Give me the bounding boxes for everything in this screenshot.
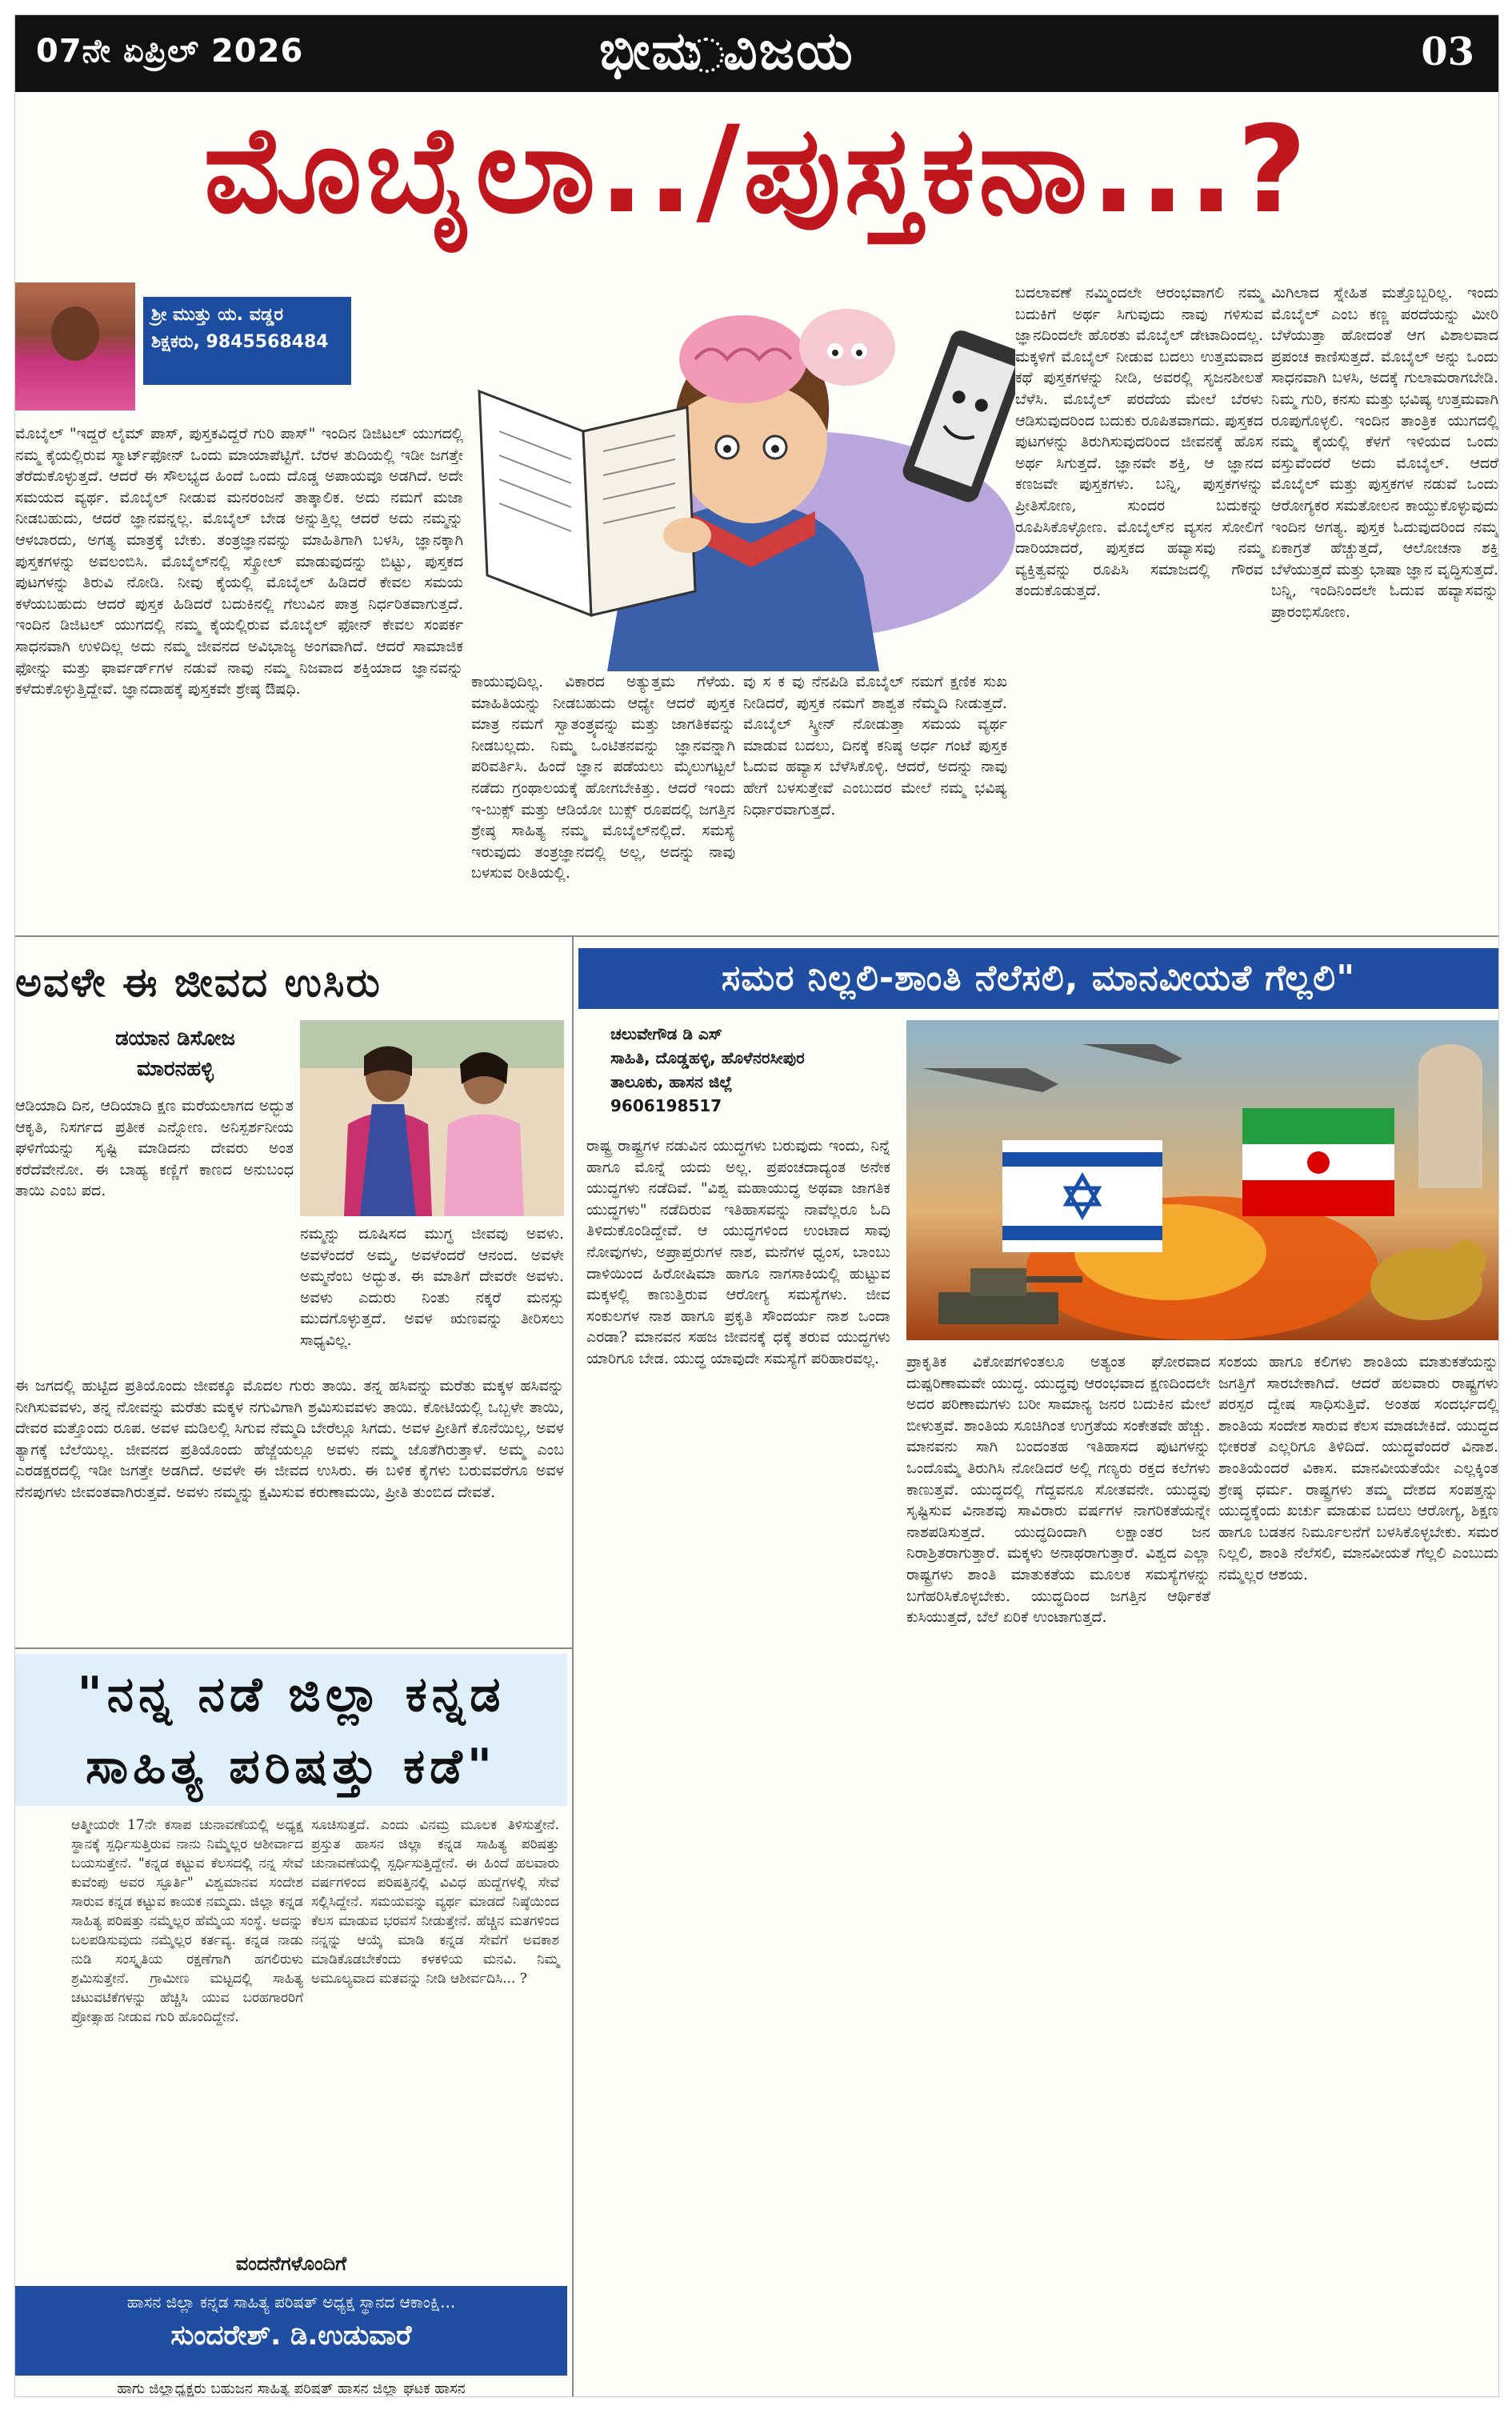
- mother-article: [15, 943, 567, 1647]
- article-column-3: ವು ಸ ಕ ವು ನೆನಪಿಡಿ ಮೊಬೈಲ್ ನಮಗೆ ಕ್ಷಣಿಕ ಸುಖ ನೀಡಿದರೆ, ಪುಸ್ತಕ ನಮಗೆ ಶಾಶ್ವತ ನೆಮ್ಮದಿ ನೀಡುತ್ತದೆ. ಮೊಬೈಲ್ ಸ್ಕ್ರೀನ್ ನೋಡುತ್ತಾ ಸಮಯ ವ್ಯರ್ಥ ಮಾಡುವ ಬದಲು, ದಿನಕ್ಕೆ ಕನಿಷ್ಠ ಅರ್ಧ ಗಂಟೆ ಪುಸ್ತಕ ಓದುವ ಹವ್ಯಾಸ ಬೆಳೆಸಿಕೊಳ್ಳಿ. ಆದರೆ, ಅದನ್ನು ನಾವು ಹೇಗೆ ಬಳಸುತ್ತೇವೆ ಎಂಬುದರ ಮೇಲೆ ನಮ್ಮ ಭವಿಷ್ಯ ನಿರ್ಧಾರವಾಗುತ್ತದೆ.: [743, 673, 1007, 819]
- article-column-1: ಮೊಬೈಲ್ "ಇದ್ದರೆ ಲೈಮ್ ಪಾಸ್, ಪುಸ್ತಕವಿದ್ದರೆ ಗುರಿ ಪಾಸ್" ಇಂದಿನ ಡಿಜಿಟಲ್ ಯುಗದಲ್ಲಿ ನಮ್ಮ ಕೈಯಲ್ಲಿರುವ ಸ್ಮಾರ್ಟ್‌ಫೋನ್ ಒಂದು ಮಾಯಾಪೆಟ್ಟಿಗೆ. ಬೆರಳ ತುದಿಯಲ್ಲಿ ಇಡೀ ಜಗತ್ತೇ ತೆರೆದುಕೊಳ್ಳುತ್ತದೆ. ಆದರೆ ಈ ಸೌಲಭ್ಯದ ಹಿಂದೆ ಒಂದು ದೊಡ್ಡ ಅಪಾಯವೂ ಅಡಗಿದೆ. ಅದೇ ಸಮಯದ ವ್ಯರ್ಥ. ಮೊಬೈಲ್ ನೀಡುವ ಮನರಂಜನೆ ತಾತ್ಕಾಲಿಕ. ಅದು ನಮಗೆ ಮಜಾ ನೀಡಬಹುದು, ಆದರೆ ಜ್ಞಾನವನ್ನಲ್ಲ. ಮೊಬೈಲ್ ಬೇಡ ಅನ್ನುತ್ತಿಲ್ಲ ಆದರೆ ಅದು ನಮ್ಮನ್ನು ಆಳಬಾರದು, ಅಗತ್ಯ ಮಾತ್ರಕ್ಕೆ ಬೇಕು. ತಂತ್ರಜ್ಞಾನವನ್ನು ಮಾಹಿತಿಗಾಗಿ ಬಳಸಿ, ಜ್ಞಾನಕ್ಕಾಗಿ ಪುಸ್ತಕಗಳನ್ನು ಅವಲಂಬಿಸಿ. ಮೊಬೈಲ್‌ನಲ್ಲಿ ಸ್ಕ್ರೋಲ್ ಮಾಡುವುದನ್ನು ಬಿಟ್ಟು, ಪುಸ್ತಕದ ಪುಟಗಳನ್ನು ತಿರುವಿ ನೋಡಿ. ನೀವು ಕೈಯಲ್ಲಿ ಮೊಬೈಲ್ ಹಿಡಿದರೆ ಕೇವಲ ಸಮಯ ಕಳೆಯಬಹುದು ಆದರೆ ಪುಸ್ತಕ ಹಿಡಿದರೆ ಬದುಕಿನಲ್ಲಿ ಗೆಲುವಿನ ಪಾತ್ರ ನಿರ್ಧರಿತವಾಗುತ್ತದೆ. ಇಂದಿನ ಡಿಜಿಟಲ್ ಯುಗದಲ್ಲಿ ನಮ್ಮ ಕೈಯಲ್ಲಿರುವ ಮೊಬೈಲ್ ಫೋನ್ ಕೇವಲ ಸಂಪರ್ಕ ಸಾಧನವಾಗಿ ಉಳಿದಿಲ್ಲ ಅದು ನಮ್ಮ ಜೀವನದ ಅವಿಭಾಜ್ಯ ಅಂಗವಾಗಿದೆ. ಆದರೆ ಸಾಮಾಜಿಕ ಫೋನ್ನು ಮತ್ತು ಫಾರ್ವರ್ಡ್‌ಗಳ ನಡುವೆ ನಾವು ನಮ್ಮ ನಿಜವಾದ ಶಕ್ತಿಯಾದ ಜ್ಞಾನವನ್ನು ಕಳೆದುಕೊಳ್ಳುತ್ತಿದ್ದೇವೆ. ಜ್ಞಾನದಾಹಕ್ಕೆ ಪುಸ್ತಕವೇ ಶ್ರೇಷ್ಠ ಔಷಧಿ.: [15, 425, 463, 699]
- candidate-name: ಸುಂದರೇಶ್. ಡಿ.ಉಡುವಾರೆ: [170, 2320, 412, 2352]
- author-detail: ಸಾಹಿತಿ, ದೊಡ್ಡಹಳ್ಳಿ, ಹೊಳೆನರಸೀಪುರ: [610, 1048, 805, 1067]
- author-byline: [143, 297, 351, 385]
- author-role-phone: ಶಿಕ್ಷಕರು, 9845568484: [151, 332, 329, 352]
- article-column-1: ಆತ್ಮೀಯರೇ 17ನೇ ಕಸಾಪ ಚುನಾವಣೆಯಲ್ಲಿ ಅಧ್ಯಕ್ಷ ಸ್ಥಾನಕ್ಕೆ ಸ್ಪರ್ಧಿಸುತ್ತಿರುವ ನಾನು ನಿಮ್ಮೆಲ್ಲರ ಆಶೀರ್ವಾದ ಬಯಸುತ್ತೇನೆ. "ಕನ್ನಡ ಕಟ್ಟುವ ಕೆಲಸದಲ್ಲಿ ನನ್ನ ಸೇವೆ ಕುವೆಂಪು ಅವರ ಸ್ಫೂರ್ತಿ" ವಿಶ್ವಮಾನವ ಸಂದೇಶ ಸಾರುವ ಕನ್ನಡ ಕಟ್ಟುವ ಕಾಯಕ ನಮ್ಮದು. ಜಿಲ್ಲಾ ಕನ್ನಡ ಸಾಹಿತ್ಯ ಪರಿಷತ್ತು ನಮ್ಮೆಲ್ಲರ ಹೆಮ್ಮೆಯ ಸಂಸ್ಥೆ. ಅದನ್ನು ಬಲಪಡಿಸುವುದು ನಮ್ಮೆಲ್ಲರ ಕರ್ತವ್ಯ. ಕನ್ನಡ ನಾಡು ನುಡಿ ಸಂಸ್ಕೃತಿಯ ರಕ್ಷಣೆಗಾಗಿ ಹಗಲಿರುಳು ಶ್ರಮಿಸುತ್ತೇನೆ. ಗ್ರಾಮೀಣ ಮಟ್ಟದಲ್ಲಿ ಸಾಹಿತ್ಯ ಚಟುವಟಿಕೆಗಳನ್ನು ಹೆಚ್ಚಿಸಿ ಯುವ ಬರಹಗಾರರಿಗೆ ಪ್ರೋತ್ಸಾಹ ನೀಡುವ ಗುರಿ ಹೊಂದಿದ್ದೇನೆ.: [71, 1817, 303, 2025]
- article-column-1: ರಾಷ್ಟ್ರ ರಾಷ್ಟ್ರಗಳ ನಡುವಿನ ಯುದ್ಧಗಳು ಬರುವುದು ಇಂದು, ನಿನ್ನೆ ಹಾಗೂ ಮೊನ್ನೆ ಯದು ಅಲ್ಲ. ಪ್ರಪಂಚದಾದ್ಯಂತ ಅನೇಕ ಯುದ್ಧಗಳು ನಡೆದಿವೆ. "ವಿಶ್ವ ಮಹಾಯುದ್ಧ ಅಥವಾ ಜಾಗತಿಕ ಯುದ್ಧಗಳು" ನಡೆದಿರುವ ಇತಿಹಾಸವನ್ನು ನಾವೆಲ್ಲರೂ ಓದಿ ತಿಳಿದುಕೊಂಡಿದ್ದೇವೆ. ಆ ಯುದ್ಧಗಳಿಂದ ಉಂಟಾದ ಸಾವು ನೋವುಗಳು, ಅಪ್ರಾಪ್ತರುಗಳ ನಾಶ, ಮನೆಗಳ ಧ್ವಂಸ, ಬಾಂಬು ದಾಳಿಯಿಂದ ಹಿರೋಷಿಮಾ ಹಾಗೂ ನಾಗಸಾಕಿಯಲ್ಲಿ ಹುಟ್ಟುವ ಮಕ್ಕಳಲ್ಲಿ ಕಾಣುತ್ತಿರುವ ಆರೋಗ್ಯ ಸಮಸ್ಯೆಗಳು. ಜೀವ ಸಂಕುಲಗಳ ನಾಶ ಹಾಗೂ ಪ್ರಕೃತಿ ಸೌಂದರ್ಯ ನಾಶ ಒಂದಾ ಎರಡಾ? ಮಾನವನ ಸಹಜ ಜೀವನಕ್ಕೆ ಧಕ್ಕೆ ತರುವ ಯುದ್ಧಗಳು ಯಾರಿಗೂ ಬೇಡ. ಯುದ್ಧ ಯಾವುದೇ ಸಮಸ್ಯೆಗೆ ಪರಿಹಾರವಲ್ಲ.: [586, 1137, 890, 1367]
- author-detail: ತಾಲೂಕು, ಹಾಸನ ಜಿಲ್ಲೆ: [610, 1072, 733, 1091]
- issue-date: 07ನೇ ಏಪ್ರಿಲ್ 2026: [36, 33, 304, 70]
- article-column-2: ಕಾಯುವುದಿಲ್ಲ. ವಿಕಾರದ ಅತ್ಯುತ್ತಮ ಗೆಳೆಯ. ಮಾಹಿತಿಯನ್ನು ನೀಡಬಹುದು ಆಧ್ಯೇ ಆದರೆ ಪುಸ್ತಕ ಮಾತ್ರ ನಮಗೆ ಸ್ವಾತಂತ್ರ್ಯವನ್ನು ಮತ್ತು ಜಾಗತಿಕವನ್ನು ನೀಡಬಲ್ಲದು. ನಿಮ್ಮ ಒಂಟಿತನವನ್ನು ಜ್ಞಾನವನ್ನಾಗಿ ಪರಿವರ್ತಿಸಿ. ಹಿಂದೆ ಜ್ಞಾನ ಪಡೆಯಲು ಮೈಲುಗಟ್ಟಲೆ ನಡೆದು ಗ್ರಂಥಾಲಯಕ್ಕೆ ಹೋಗಬೇಕಿತ್ತು. ಆದರೆ ಇಂದು ಇ-ಬುಕ್ಸ್ ಮತ್ತು ಆಡಿಯೋ ಬುಕ್ಸ್ ರೂಪದಲ್ಲಿ ಜಗತ್ತಿನ ಶ್ರೇಷ್ಠ ಸಾಹಿತ್ಯ ನಮ್ಮ ಮೊಬೈಲ್‌ನಲ್ಲಿದೆ. ಸಮಸ್ಯೆ ಇರುವುದು ತಂತ್ರಜ್ಞಾನದಲ್ಲಿ ಅಲ್ಲ, ಅದನ್ನು ನಾವು ಬಳಸುವ ರೀತಿಯಲ್ಲಿ.: [471, 673, 735, 883]
- article-column-3: ಸಂಶಯ ಹಾಗೂ ಕಲಿಗಳು ಶಾಂತಿಯ ಮಾತುಕತೆಯನ್ನು ಜಗತ್ತಿಗೆ ಸಾರಬೇಕಾಗಿದೆ. ಆದರೆ ಹಲವಾರು ರಾಷ್ಟ್ರಗಳು ಪರಸ್ಪರ ದ್ವೇಷ ಸಾಧಿಸುತ್ತಿವೆ. ಅಂತಹ ಸಂದರ್ಭದಲ್ಲಿ ಶಾಂತಿಯ ಸಂದೇಶ ಸಾರುವ ಕೆಲಸ ಮಾಡಬೇಕಿದೆ. ಯುದ್ಧದ ಭೀಕರತೆ ಎಲ್ಲರಿಗೂ ತಿಳಿದಿದೆ. ಯುದ್ಧವೆಂದರೆ ವಿನಾಶ. ಶಾಂತಿಯೆಂದರೆ ವಿಕಾಸ. ಮಾನವೀಯತೆಯೇ ಎಲ್ಲಕ್ಕಿಂತ ಶ್ರೇಷ್ಠ ಧರ್ಮ. ರಾಷ್ಟ್ರಗಳು ತಮ್ಮ ದೇಶದ ಸಂಪತ್ತನ್ನು ಯುದ್ಧಕ್ಕೆಂದು ಖರ್ಚು ಮಾಡುವ ಬದಲು ಆರೋಗ್ಯ, ಶಿಕ್ಷಣ ಹಾಗೂ ಬಡತನ ನಿರ್ಮೂಲನೆಗೆ ಬಳಸಿಕೊಳ್ಳಬೇಕು. ಸಮರ ನಿಲ್ಲಲಿ, ಶಾಂತಿ ನೆಲೆಸಲಿ, ಮಾನವೀಯತೆ ಗೆಲ್ಲಲಿ ಎಂಬುದು ನಮ್ಮೆಲ್ಲರ ಆಶಯ.: [1218, 1353, 1498, 1583]
- candidate-banner: [15, 2286, 567, 2376]
- author-name: ಡಯಾನ ಡಿಸೋಜ: [115, 1027, 235, 1051]
- article-body: ಈ ಜಗದಲ್ಲಿ ಹುಟ್ಟಿದ ಪ್ರತಿಯೊಂದು ಜೀವಕ್ಕೂ ಮೊದಲ ಗುರು ತಾಯಿ. ತನ್ನ ಹಸಿವನ್ನು ಮರೆತು ಮಕ್ಕಳ ಹಸಿವನ್ನು ನೀಗಿಸುವವಳು, ತನ್ನ ನೋವನ್ನು ಮರೆತು ಮಕ್ಕಳ ನಗುವಿಗಾಗಿ ಶ್ರಮಿಸುವವಳು ತಾಯಿ. ಕೋಟಿಯಲ್ಲಿ ಒಬ್ಬಳೇ ತಾಯಿ, ದೇವರ ಮತ್ತೊಂದು ರೂಪ. ಅವಳ ಮಡಿಲಲ್ಲಿ ಸಿಗುವ ನೆಮ್ಮದಿ ಬೇರೆಲ್ಲೂ ಸಿಗದು. ಅವಳ ಪ್ರೀತಿಗೆ ಕೊನೆಯಿಲ್ಲ, ಅವಳ ತ್ಯಾಗಕ್ಕೆ ಬೆಲೆಯಿಲ್ಲ. ಜೀವನದ ಪ್ರತಿಯೊಂದು ಹೆಜ್ಜೆಯಲ್ಲೂ ಅವಳು ನಮ್ಮ ಜೊತೆಗಿರುತ್ತಾಳೆ. ಅಮ್ಮ ಎಂಬ ಎರಡಕ್ಷರದಲ್ಲಿ ಇಡೀ ಜಗತ್ತೇ ಅಡಗಿದೆ. ಅವಳೇ ಈ ಜೀವದ ಉಸಿರು. ಈ ಬಳಿಕ ಕೈಗಳು ಬರುವವರೆಗೂ ಅವಳ ನೆನಪುಗಳು ಜೀವಂತವಾಗಿರುತ್ತವೆ. ಅವಳು ನಮ್ಮನ್ನು ಕ್ಷಮಿಸುವ ಕರುಣಾಮಯಿ, ಪ್ರೀತಿ ತುಂಬಿದ ದೇವತೆ.: [15, 1377, 564, 1501]
- chakra-logo-icon: [689, 38, 724, 73]
- article-title: ಸಮರ ನಿಲ್ಲಲಿ-ಶಾಂತಿ ನೆಲೆಸಲಿ, ಮಾನವೀಯತೆ ಗೆಲ್ಲಲಿ": [578, 948, 1498, 1009]
- article-column-4: ಬದಲಾವಣೆ ನಮ್ಮಿಂದಲೇ ಆರಂಭವಾಗಲಿ ನಮ್ಮ ಬದುಕಿಗೆ ಅರ್ಥ ಸಿಗುವುದು ನಾವು ಗಳಿಸುವ ಜ್ಞಾನದಿಂದಲೇ ಹೊರತು ಮೊಬೈಲ್ ಡೇಟಾದಿಂದಲ್ಲ. ಮಕ್ಕಳಿಗೆ ಮೊಬೈಲ್ ನೀಡುವ ಬದಲು ಉತ್ತಮವಾದ ಕಥೆ ಪುಸ್ತಕಗಳನ್ನು ನೀಡಿ, ಅವರಲ್ಲಿ ಸೃಜನಶೀಲತೆ ಬೆಳೆಸಿ. ಮೊಬೈಲ್ ಪರದೆಯ ಮೇಲೆ ಬೆರಳು ಆಡಿಸುವುದರಿಂದ ಬದುಕು ರೂಪಿತವಾಗದು. ಪುಸ್ತಕದ ಪುಟಗಳನ್ನು ತಿರುಗಿಸುವುದರಿಂದ ಜೀವನಕ್ಕೆ ಹೊಸ ಅರ್ಥ ಸಿಗುತ್ತದೆ. ಜ್ಞಾನವೇ ಶಕ್ತಿ, ಆ ಜ್ಞಾನದ ಕಣಜವೇ ಪುಸ್ತಕಗಳು. ಬನ್ನಿ, ಪುಸ್ತಕಗಳನ್ನು ಪ್ರೀತಿಸೋಣ, ಸುಂದರ ಬದುಕನ್ನು ರೂಪಿಸಿಕೊಳ್ಳೋಣ. ಮೊಬೈಲ್‌ನ ವ್ಯಸನ ಸೋಲಿಗೆ ದಾರಿಯಾದರೆ, ಪುಸ್ತಕದ ಹವ್ಯಾಸವು ನಮ್ಮ ವ್ಯಕ್ತಿತ್ವವನ್ನು ರೂಪಿಸಿ ಸಮಾಜದಲ್ಲಿ ಗೌರವ ತಂದುಕೊಡುತ್ತದೆ.: [1015, 284, 1263, 600]
- kannada-sahitya-parishat-article: [15, 1647, 567, 2396]
- author-block: [15, 282, 351, 410]
- section-divider: [15, 935, 1498, 937]
- author-name: ಚಲುವೇಗೌಡ ಡಿ ಎಸ್: [610, 1024, 722, 1043]
- masthead: [15, 15, 1498, 92]
- article-title: [15, 1654, 567, 1806]
- page-number: 03: [1421, 30, 1474, 74]
- newspaper-title: ಭೀಮ ವಿಜಯ: [599, 20, 854, 82]
- author-byline: [610, 1022, 818, 1118]
- article-column-5: ಮಿಗಿಲಾದ ಸ್ನೇಹಿತ ಮತ್ತೊಬ್ಬರಿಲ್ಲ. ಇಂದು ಮೊಬೈಲ್ ಎಂಬ ಕಣ್ಣ ಪರದೆಯನ್ನು ಮೀರಿ ಬೆಳೆಯುತ್ತಾ ಹೋದಂತೆ ಆಗ ವಿಶಾಲವಾದ ಪ್ರಪಂಚ ಕಾಣಿಸುತ್ತದೆ. ಮೊಬೈಲ್ ಅನ್ನು ಒಂದು ಸಾಧನವಾಗಿ ಬಳಸಿ, ಅದಕ್ಕೆ ಗುಲಾಮರಾಗಬೇಡಿ. ನಿಮ್ಮ ಗುರಿ, ಕನಸು ಮತ್ತು ಭವಿಷ್ಯ ಉತ್ತಮವಾಗಿ ರೂಪುಗೊಳ್ಳಲಿ. ಇಂದಿನ ತಾಂತ್ರಿಕ ಯುಗದಲ್ಲಿ ನಮ್ಮ ಕೈಯಲ್ಲಿ ಕೆಳಗೆ ಇಳಿಯದ ಒಂದು ವಸ್ತುವೆಂದರೆ ಅದು ಮೊಬೈಲ್. ಆದರೆ ಮೊಬೈಲ್ ಮತ್ತು ಪುಸ್ತಕಗಳ ನಡುವೆ ಒಂದು ಆರೋಗ್ಯಕರ ಸಮತೋಲನ ಕಾಯ್ದುಕೊಳ್ಳುವುದು ಇಂದಿನ ಅಗತ್ಯ. ಪುಸ್ತಕ ಓದುವುದರಿಂದ ನಮ್ಮ ಏಕಾಗ್ರತೆ ಹೆಚ್ಚುತ್ತದೆ, ಆಲೋಚನಾ ಶಕ್ತಿ ಬೆಳೆಯುತ್ತದೆ ಮತ್ತು ಭಾಷಾ ಜ್ಞಾನ ವೃದ್ಧಿಸುತ್ತದೆ. ಬನ್ನಿ, ಇಂದಿನಿಂದಲೇ ಓದುವ ಹವ್ಯಾಸವನ್ನು ಪ್ರಾರಂಭಿಸೋಣ.: [1271, 284, 1498, 621]
- author-place: ಮಾರನಹಳ್ಳಿ: [137, 1057, 214, 1081]
- top-article: [15, 271, 1498, 935]
- newspaper-page: [14, 14, 1499, 2397]
- main-headline: ಮೊಬೈಲಾ../ಪುಸ್ತಕನಾ...?: [203, 101, 1310, 240]
- article-column-2: ಪ್ರಾಕೃತಿಕ ವಿಕೋಪಗಳಿಂತಲೂ ಅತ್ಯಂತ ಘೋರವಾದ ದುಷ್ಪರಿಣಾಮವೇ ಯುದ್ಧ. ಯುದ್ಧವು ಆರಂಭವಾದ ಕ್ಷಣದಿಂದಲೇ ಅದರ ಪರಿಣಾಮಗಳು ಬರೀ ಸಾಮಾನ್ಯ ಜನರ ಬದುಕಿನ ಮೇಲೆ ಬೀಳುತ್ತವೆ. ಶಾಂತಿಯ ಸೂಚಿಗಿಂತ ಉಗ್ರತೆಯ ಸಂಕೇತವೇ ಹೆಚ್ಚು. ಮಾನವನು ಸಾಗಿ ಬಂದಂತಹ ಇತಿಹಾಸದ ಪುಟಗಳನ್ನು ಒಂದೊಮ್ಮೆ ತಿರುಗಿಸಿ ನೋಡಿದರೆ ಅಲ್ಲಿ ಗಣ್ಯರು ರಕ್ತದ ಕಲೆಗಳು ಕಾಣುತ್ತವೆ. ಯುದ್ಧದಲ್ಲಿ ಗೆದ್ದವನೂ ಸೋತವನೇ. ಯುದ್ಧವು ಸೃಷ್ಟಿಸುವ ವಿನಾಶವು ಸಾವಿರಾರು ವರ್ಷಗಳ ನಾಗರಿಕತೆಯನ್ನೇ ನಾಶಪಡಿಸುತ್ತದೆ. ಯುದ್ಧದಿಂದಾಗಿ ಲಕ್ಷಾಂತರ ಜನ ನಿರಾಶ್ರಿತರಾಗುತ್ತಾರೆ. ಮಕ್ಕಳು ಅನಾಥರಾಗುತ್ತಾರೆ. ವಿಶ್ವದ ಎಲ್ಲಾ ರಾಷ್ಟ್ರಗಳು ಶಾಂತಿ ಮಾತುಕತೆಯ ಮೂಲಕ ಸಮಸ್ಯೆಗಳನ್ನು ಬಗೆಹರಿಸಿಕೊಳ್ಳಬೇಕು. ಯುದ್ಧದಿಂದ ಜಗತ್ತಿನ ಆರ್ಥಿಕತೆ ಕುಸಿಯುತ್ತದೆ, ಬೆಲೆ ಏರಿಕೆ ಉಂಟಾಗುತ್ತದೆ.: [906, 1353, 1210, 1627]
- author-byline: [71, 1023, 279, 1084]
- war-collage-photo: [906, 1020, 1498, 1340]
- candidate-position: ಹಾಸನ ಜಿಲ್ಲಾ ಕನ್ನಡ ಸಾಹಿತ್ಯ ಪರಿಷತ್ ಅಧ್ಯಕ್ಷ ಸ್ಥಾನದ ಆಕಾಂಕ್ಷಿ...: [126, 2292, 456, 2312]
- author-phone: 9606198517: [610, 1096, 722, 1115]
- article-intro: ಆಡಿಯಾದಿ ದಿನ, ಆದಿಯಾದಿ ಕ್ಷಣ ಮರೆಯಲಾಗದ ಅದ್ಭುತ ಆಕೃತಿ, ನಿಸರ್ಗದ ಪ್ರತೀಕ ಎನ್ನೋಣ. ಅನಿಸ್ಪರ್ಶನೀಯ ಘಳಿಗೆಯನ್ನು ಸೃಷ್ಟಿ ಮಾಡಿದನು ದೇವರು ಅಂತ ಕರೆದೆವೇನೋ. ಈ ಬಾಹ್ಯ ಕಣ್ಣಿಗೆ ಕಾಣದ ಅನುಬಂಧ ತಾಯಿ ಎಂಬ ಪದ.: [15, 1097, 294, 1200]
- sign-off: ವಂದನೆಗಳೊಂದಿಗೆ: [235, 2252, 347, 2275]
- author-name: ಶ್ರೀ ಮುತ್ತು ಯ. ವಡ್ಡರ: [151, 305, 283, 325]
- mother-daughter-photo: [300, 1020, 564, 1216]
- title-line-2: ಸಾಹಿತ್ಯ ಪರಿಷತ್ತು ಕಡೆ": [86, 1739, 497, 1795]
- author-photo: [15, 282, 135, 410]
- candidate-affiliation: ಹಾಗು ಜಿಲ್ಲಾಧ್ಯಕ್ಷರು ಬಹುಜನ ಸಾಹಿತ್ಯ ಪರಿಷತ್ ಹಾಸನ ಜಿಲ್ಲಾ ಘಟಕ ಹಾಸನ: [117, 2380, 466, 2397]
- article-photo-side-text: ನಮ್ಮನ್ನು ದೂಷಿಸದ ಮುಗ್ಧ ಜೀವವು ಅವಳು. ಅವಳೆಂದರೆ ಅಮ್ಮ, ಅವಳೆಂದರೆ ಆನಂದ. ಅವಳೇ ಅಮ್ಮನೆಂಬ ಅದ್ಭುತ. ಈ ಮಾತಿಗೆ ದೇವರೇ ಅವಳು. ಅವಳು ಎದುರು ನಿಂತು ನಕ್ಕರೆ ಮನಸ್ಸು ಮುದಗೊಳ್ಳುತ್ತದೆ. ಅವಳ ಋಣವನ್ನು ತೀರಿಸಲು ಸಾಧ್ಯವಿಲ್ಲ.: [300, 1225, 564, 1349]
- article-title: ಅವಳೇ ಈ ಜೀವದ ಉಸಿರು: [15, 959, 382, 1006]
- column-divider: [572, 935, 574, 2396]
- title-line-1: "ನನ್ನ ನಡೆ ಜಿಲ್ಲಾ ಕನ್ನಡ: [77, 1667, 506, 1723]
- boy-reading-with-mobile-illustration: [463, 271, 1015, 671]
- article-column-2: ಸೂಚಿಸುತ್ತದೆ. ಎಂದು ವಿನಮ್ರ ಮೂಲಕ ತಿಳಿಸುತ್ತೇನೆ. ಪ್ರಸ್ತುತ ಹಾಸನ ಜಿಲ್ಲಾ ಕನ್ನಡ ಸಾಹಿತ್ಯ ಪರಿಷತ್ತು ಚುನಾವಣೆಯಲ್ಲಿ ಸ್ಪರ್ಧಿಸುತ್ತಿದ್ದೇನೆ. ಈ ಹಿಂದೆ ಹಲವಾರು ವರ್ಷಗಳಿಂದ ಪರಿಷತ್ತಿನಲ್ಲಿ ವಿವಿಧ ಹುದ್ದೆಗಳಲ್ಲಿ ಸೇವೆ ಸಲ್ಲಿಸಿದ್ದೇನೆ. ಸಮಯವನ್ನು ವ್ಯರ್ಥ ಮಾಡದೆ ನಿಷ್ಠೆಯಿಂದ ಕೆಲಸ ಮಾಡುವ ಭರವಸೆ ನೀಡುತ್ತೇನೆ. ಹೆಚ್ಚಿನ ಮತಗಳಿಂದ ನನ್ನನ್ನು ಆಯ್ಕೆ ಮಾಡಿ ಕನ್ನಡ ಸೇವೆಗೆ ಅವಕಾಶ ಮಾಡಿಕೊಡಬೇಕೆಂದು ಕಳಕಳಿಯ ಮನವಿ. ನಿಮ್ಮ ಅಮೂಲ್ಯವಾದ ಮತವನ್ನು ನೀಡಿ ಆಶೀರ್ವದಿಸಿ... ?: [311, 1817, 559, 1987]
